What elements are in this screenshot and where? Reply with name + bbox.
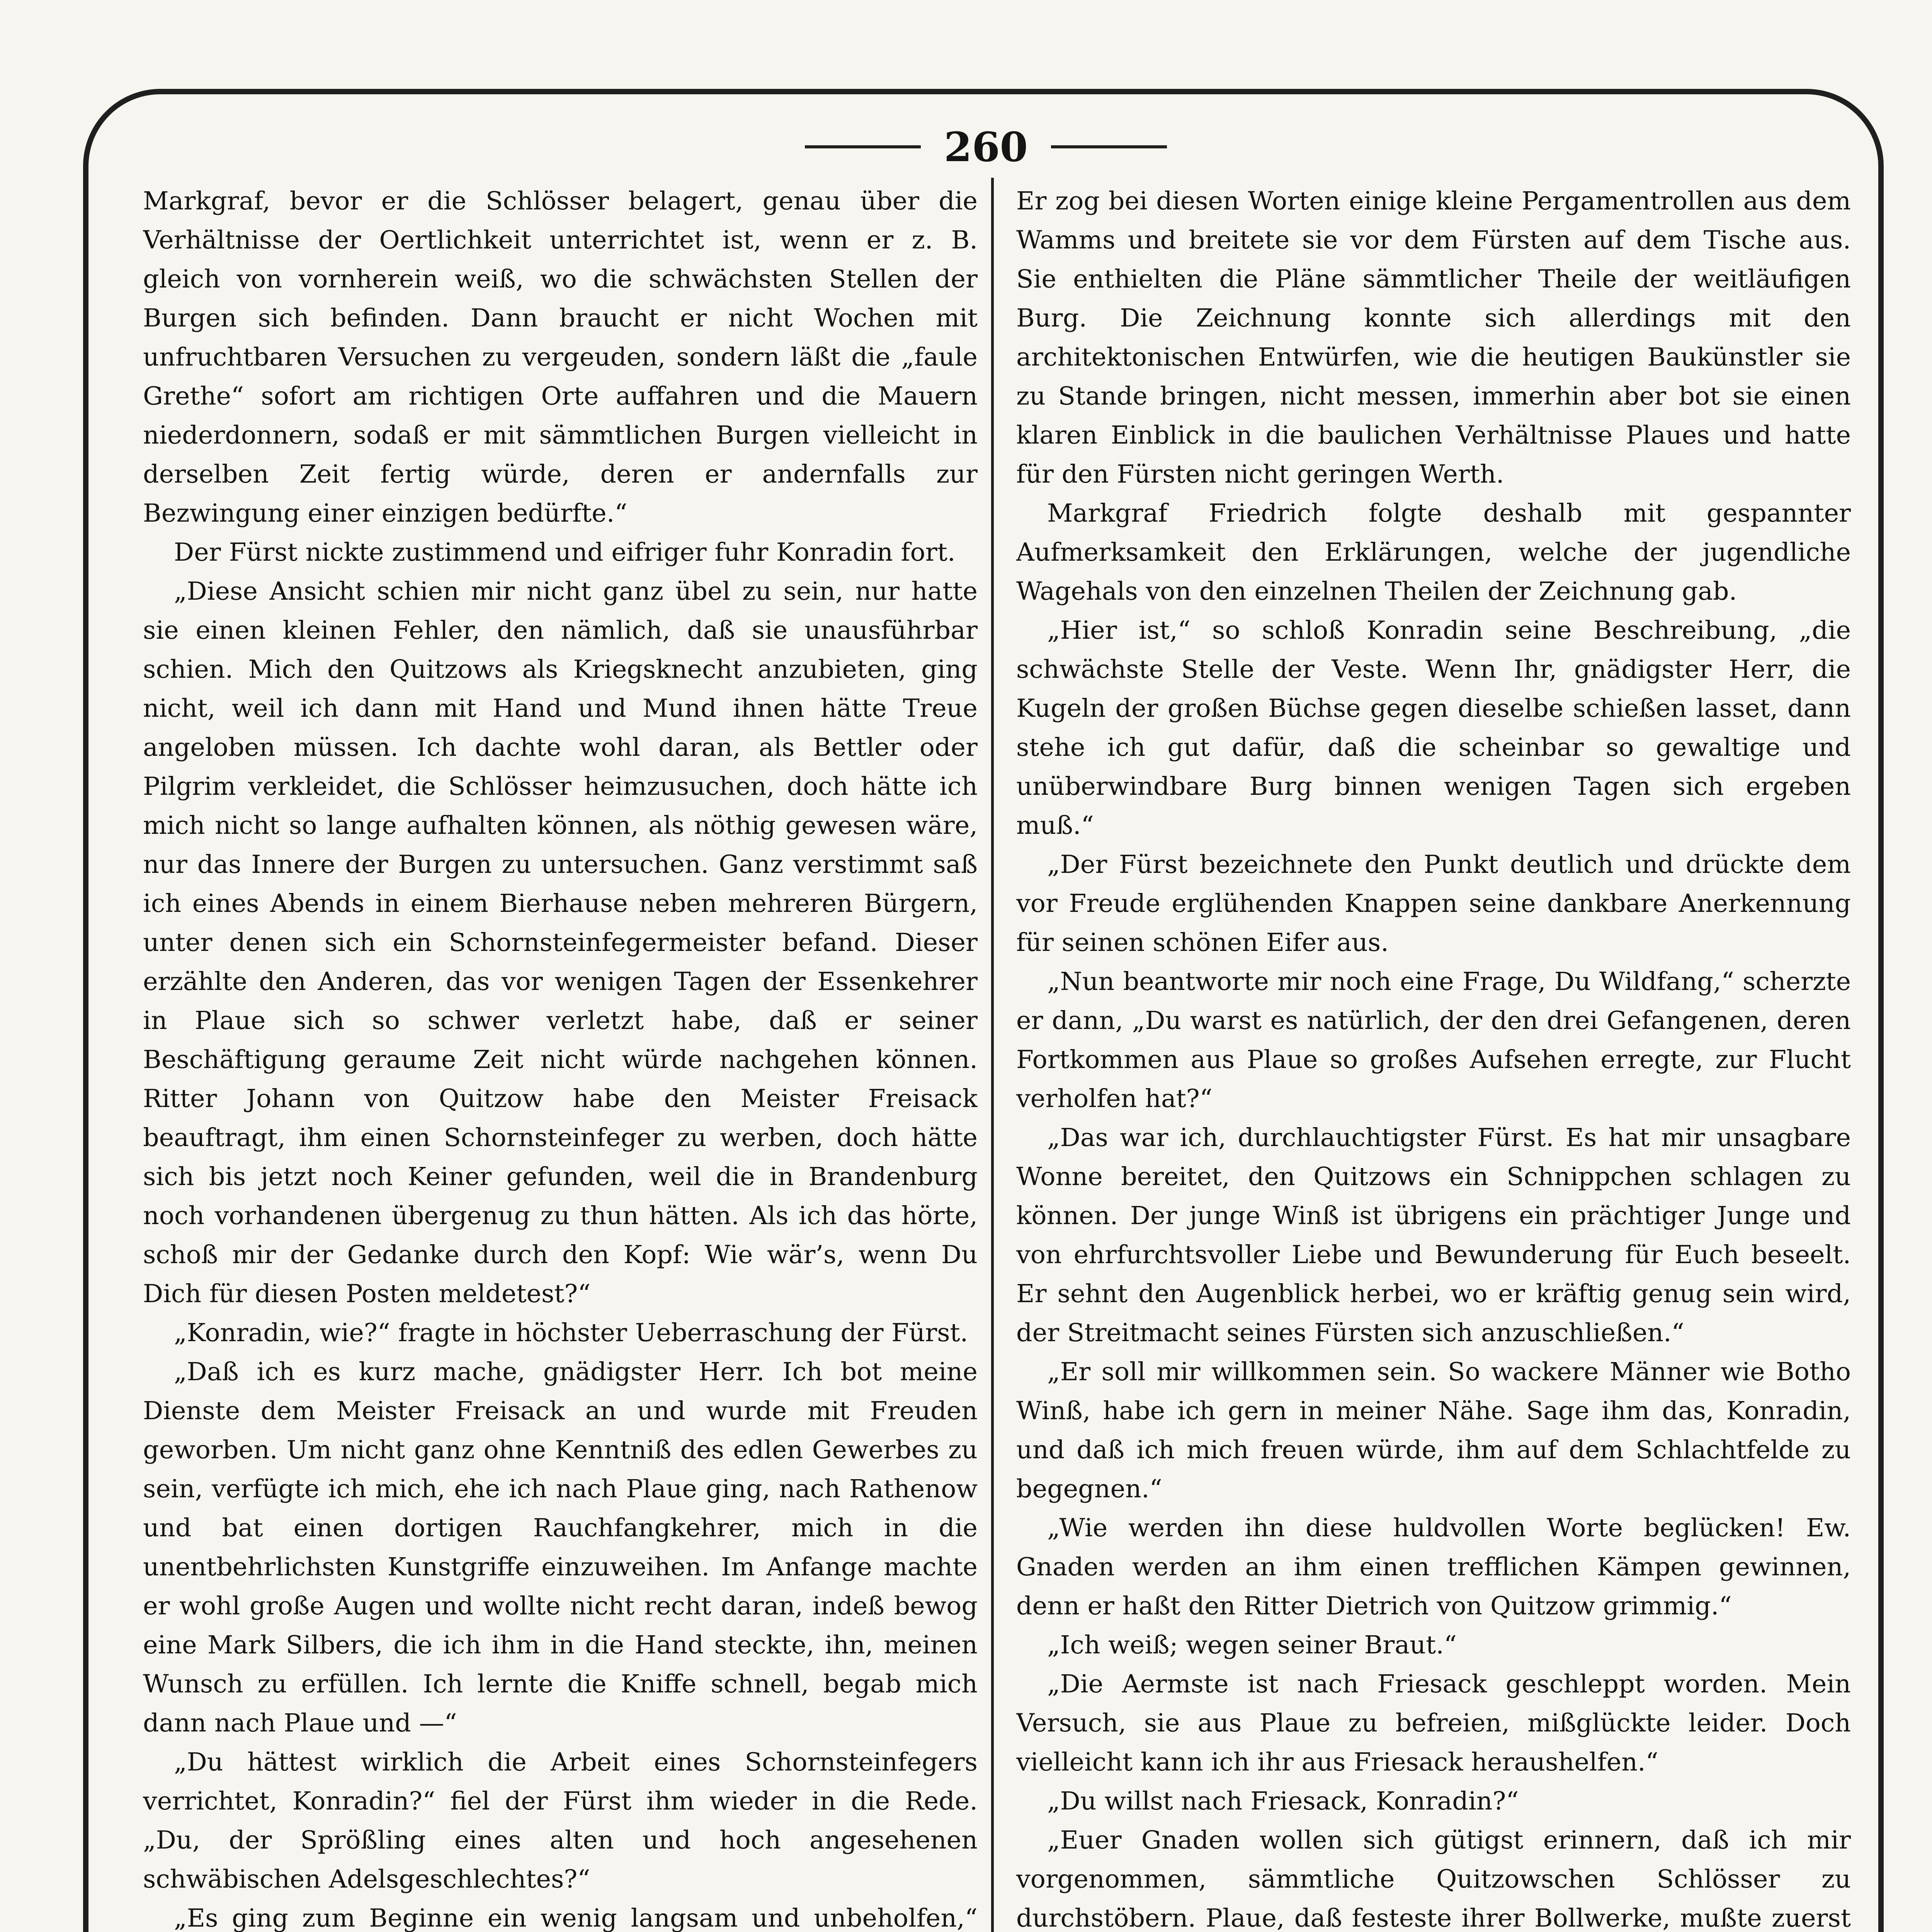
paragraph: „Hier ist,“ so schloß Konradin seine Beschreibung, „die schwächste Stelle der Veste. Wenn Ihr, gnädigster Herr, die Kugeln der großen Büchse gegen dieselbe schießen lasset, dann stehe ich gut dafür, daß die scheinbar so gewaltige und unüberwindbare Burg binnen wenigen Tagen sich ergeben muß.“ [1016, 616, 1851, 840]
paragraph: „Es ging zum Beginne ein wenig langsam und unbeholfen,“ [174, 1904, 978, 1932]
paragraph: „Du hättest wirklich die Arbeit eines Schornsteinfegers verrichtet, Konradin?“ fiel der Fürst ihm wieder in die Rede. „Du, der Sprößling eines alten und hoch angesehenen schwäbischen Adelsgeschlechtes?“ [143, 1748, 978, 1894]
paragraph: „Wie werden ihn diese huldvollen Worte beglücken! Ew. Gnaden werden an ihm einen trefflichen Kämpen gewinnen, denn er haßt den Ritter Dietrich von Quitzow grimmig.“ [1016, 1514, 1851, 1621]
left-column [143, 182, 978, 1932]
paragraph: „Euer Gnaden wollen sich gütigst erinnern, daß ich mir vorgenommen, sämmtliche Quitzowschen Schlösser zu durchstöbern. Plaue, daß festeste ihrer Bollwerke, mußte zuerst [1016, 1826, 1851, 1932]
right-column [1016, 182, 1851, 1932]
paragraph: „Daß ich es kurz mache, gnädigster Herr. Ich bot meine Dienste dem Meister Freisack an und wurde mit Freuden geworben. Um nicht ganz ohne Kenntniß des edlen Gewerbes zu sein, verfügte ich mich, ehe ich nach Plaue ging, nach Rathenow und bat einen dortigen Rauchfangkehrer, mich in die unentbehrlichsten Kunstgriffe einzuweihen. Im Anfange machte er wohl große Augen und wollte nicht recht daran, indeß bewog eine Mark Silbers, die ich ihm in die Hand steckte, ihn, meinen Wunsch zu erfüllen. Ich lernte die Kniffe schnell, begab mich dann nach Plaue und —“ [143, 1357, 978, 1738]
paragraph: „Der Fürst bezeichnete den Punkt deutlich und drückte dem vor Freude erglühenden Knappen seine dankbare Anerkennung für seinen schönen Eifer aus. [1016, 850, 1851, 957]
header-rule-left [805, 145, 921, 148]
paragraph: „Er soll mir willkommen sein. So wackere Männer wie Botho Winß, habe ich gern in meiner Nähe. Sage ihm das, Konradin, und daß ich mich freuen würde, ihm auf dem Schlachtfelde zu begegnen.“ [1016, 1357, 1851, 1503]
paragraph: Der Fürst nickte zustimmend und eifriger fuhr Konradin fort. [174, 538, 956, 567]
paragraph: „Du willst nach Friesack, Konradin?“ [1047, 1787, 1519, 1816]
paragraph: „Nun beantworte mir noch eine Frage, Du Wildfang,“ scherzte er dann, „Du warst es natürlich, der den drei Gefangenen, deren Fortkommen aus Plaue so großes Aufsehen erregte, zur Flucht verholfen hat?“ [1016, 967, 1851, 1113]
paragraph: „Die Aermste ist nach Friesack geschleppt worden. Mein Versuch, sie aus Plaue zu befreien, mißglückte leider. Doch vielleicht kann ich ihr aus Friesack heraushelfen.“ [1016, 1670, 1851, 1777]
paragraph: „Diese Ansicht schien mir nicht ganz übel zu sein, nur hatte sie einen kleinen Fehler, den nämlich, daß sie unausführbar schien. Mich den Quitzows als Kriegsknecht anzubieten, ging nicht, weil ich dann mit Hand und Mund ihnen hätte Treue angeloben müssen. Ich dachte wohl daran, als Bettler oder Pilgrim verkleidet, die Schlösser heimzusuchen, doch hätte ich mich nicht so lange aufhalten können, als nöthig gewesen wäre, nur das Innere der Burgen zu untersuchen. Ganz verstimmt saß ich eines Abends in einem Bierhause neben mehreren Bürgern, unter denen sich ein Schornsteinfegermeister befand. Dieser erzählte den Anderen, das vor wenigen Tagen der Essenkehrer in Plaue sich so schwer verletzt habe, daß er seiner Beschäftigung geraume Zeit nicht würde nachgehen können. Ritter Johann von Quitzow habe den Meister Freisack beauftragt, ihm einen Schornsteinfeger zu werben, doch hätte sich bis jetzt noch Keiner gefunden, weil die in Brandenburg noch vorhandenen übergenug zu thun hätten. Als ich das hörte, schoß mir der Gedanke durch den Kopf: Wie wär’s, wenn Du Dich für diesen Posten meldetest?“ [143, 577, 978, 1308]
page-number: 260 [944, 123, 1028, 171]
column-divider [991, 178, 994, 1932]
paragraph: Markgraf, bevor er die Schlösser belagert, genau über die Verhältnisse der Oertlichkeit unterrichtet ist, wenn er z. B. gleich von vornherein weiß, wo die schwächsten Stellen der Burgen sich befinden. Dann braucht er nicht Wochen mit unfruchtbaren Versuchen zu vergeuden, sondern läßt die „faule Grethe“ sofort am richtigen Orte auffahren und die Mauern niederdonnern, sodaß er mit sämmtlichen Burgen vielleicht in derselben Zeit fertig würde, deren er andernfalls zur Bezwingung einer einzigen bedürfte.“ [143, 187, 978, 528]
page-header [0, 116, 1932, 178]
paragraph: „Konradin, wie?“ fragte in höchster Ueberraschung der Fürst. [174, 1318, 968, 1347]
paragraph: Er zog bei diesen Worten einige kleine Pergamentrollen aus dem Wamms und breitete sie vor dem Fürsten auf dem Tische aus. Sie enthielten die Pläne sämmtlicher Theile der weitläufigen Burg. Die Zeichnung konnte sich allerdings mit den architektonischen Entwürfen, wie die heutigen Baukünstler sie zu Stande bringen, nicht messen, immerhin aber bot sie einen klaren Einblick in die baulichen Verhältnisse Plaues und hatte für den Fürsten nicht geringen Werth. [1016, 187, 1851, 489]
paragraph: „Ich weiß; wegen seiner Braut.“ [1047, 1631, 1457, 1660]
paragraph: Markgraf Friedrich folgte deshalb mit gespannter Aufmerksamkeit den Erklärungen, welche der jugendliche Wagehals von den einzelnen Theilen der Zeichnung gab. [1016, 499, 1851, 606]
paragraph: „Das war ich, durchlauchtigster Fürst. Es hat mir unsagbare Wonne bereitet, den Quitzows ein Schnippchen schlagen zu können. Der junge Winß ist übrigens ein prächtiger Junge und von ehrfurchtsvoller Liebe und Bewunderung für Euch beseelt. Er sehnt den Augenblick herbei, wo er kräftig genug sein wird, der Streitmacht seines Fürsten sich anzuschließen.“ [1016, 1123, 1851, 1347]
header-rule-right [1051, 145, 1167, 148]
